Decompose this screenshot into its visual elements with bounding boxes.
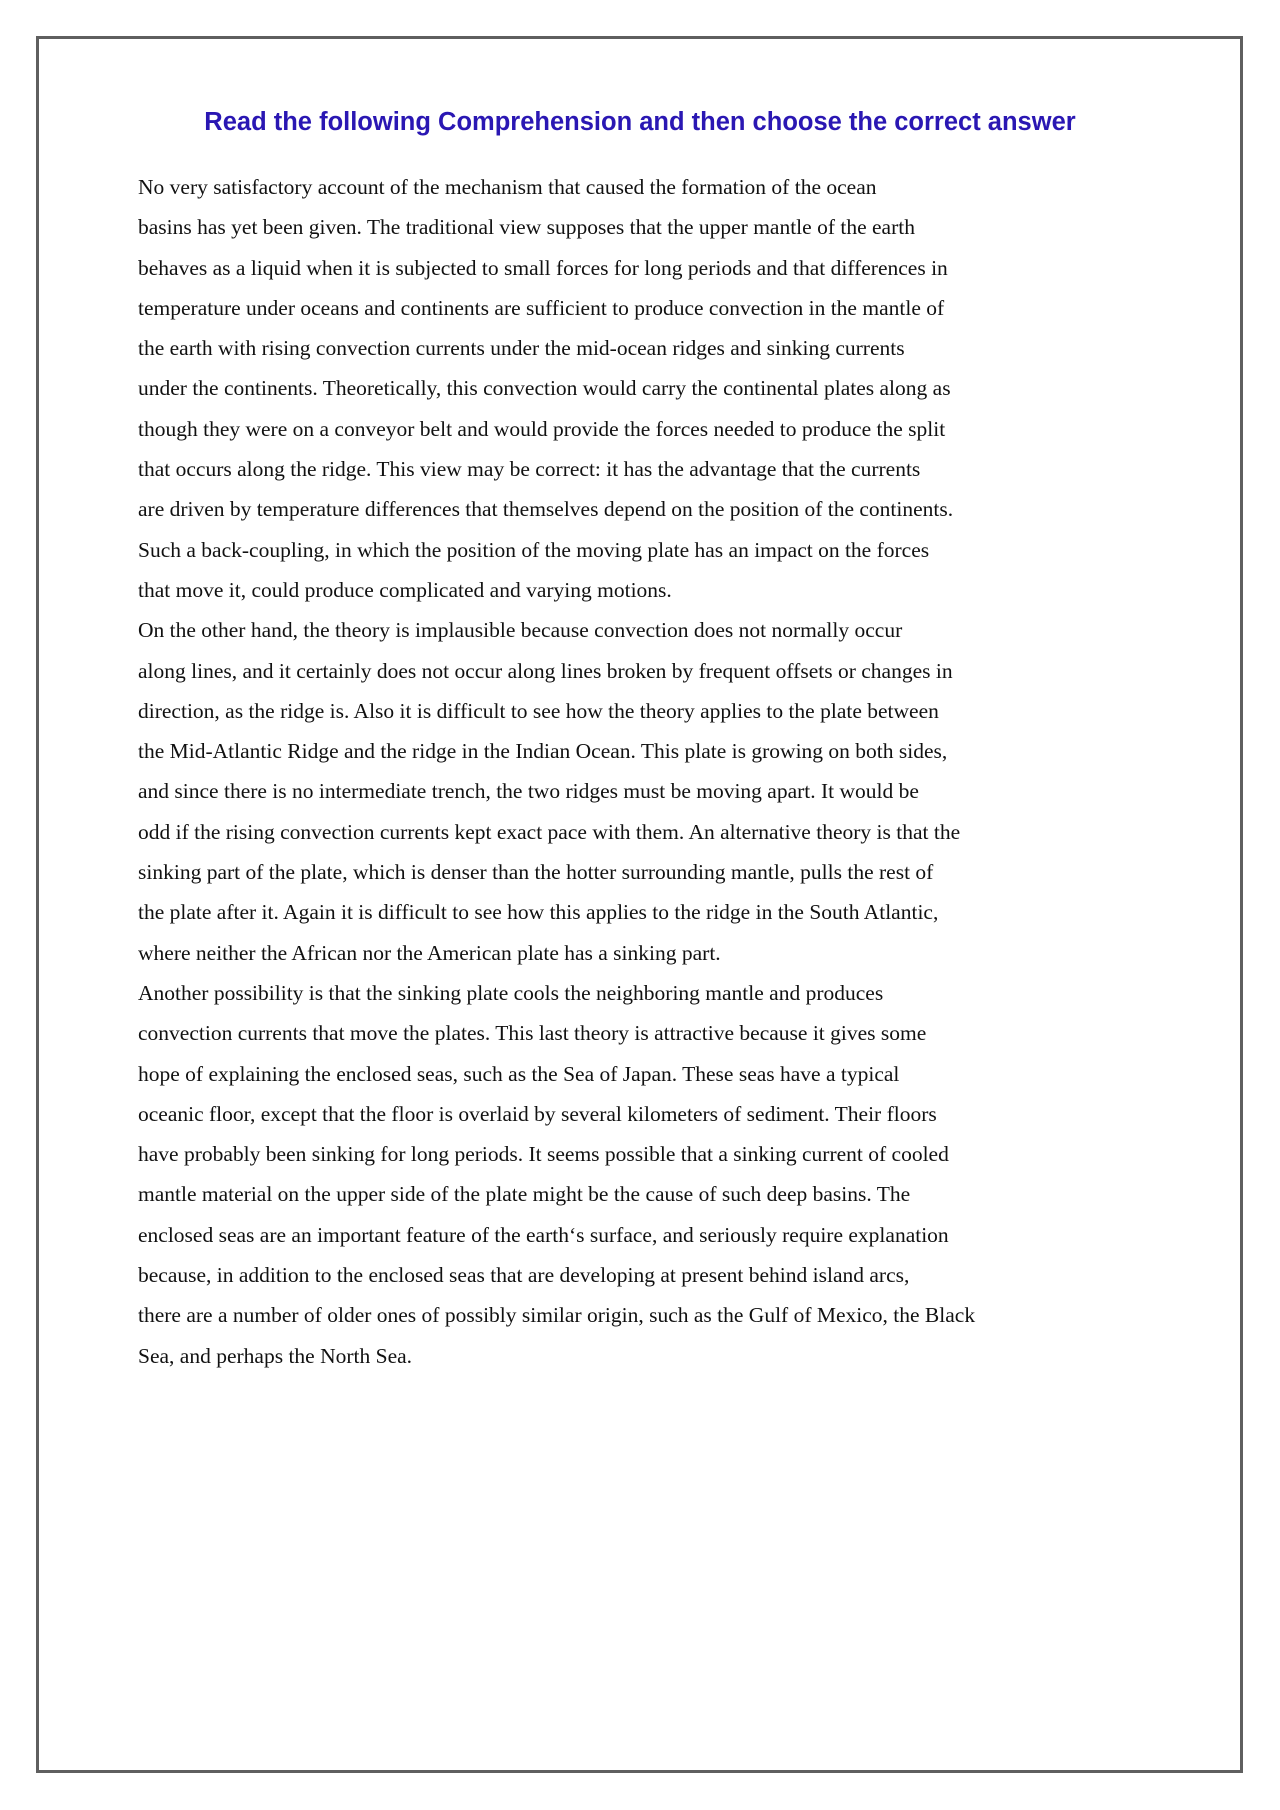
- comprehension-passage: [138, 167, 1138, 1376]
- passage-line: oceanic floor, except that the floor is overlaid by several kilometers of sediment. Their floors: [138, 1101, 937, 1126]
- passage-line: under the continents. Theoretically, this convection would carry the continental plates along as: [138, 376, 951, 401]
- passage-line: are driven by temperature differences that themselves depend on the position of the continents.: [138, 497, 954, 522]
- passage-line: direction, as the ridge is. Also it is difficult to see how the theory applies to the plate between: [138, 698, 939, 723]
- passage-line: convection currents that move the plates. This last theory is attractive because it gives some: [138, 1021, 927, 1046]
- passage-line: Sea, and perhaps the North Sea.: [138, 1343, 413, 1368]
- passage-line: that occurs along the ridge. This view may be correct: it has the advantage that the currents: [138, 457, 921, 482]
- passage-line: behaves as a liquid when it is subjected to small forces for long periods and that differences in: [138, 255, 948, 280]
- passage-line: basins has yet been given. The traditional view supposes that the upper mantle of the earth: [138, 215, 915, 240]
- passage-line: mantle material on the upper side of the plate might be the cause of such deep basins. The: [138, 1182, 911, 1207]
- passage-line: and since there is no intermediate trench, the two ridges must be moving apart. It would be: [138, 779, 919, 804]
- passage-line: there are a number of older ones of possibly similar origin, such as the Gulf of Mexico, the Black: [138, 1303, 976, 1328]
- passage-line: Another possibility is that the sinking plate cools the neighboring mantle and produces: [138, 980, 884, 1005]
- page-title: Read the following Comprehension and then choose the correct answer: [204, 108, 1076, 136]
- passage-line: Such a back-coupling, in which the position of the moving plate has an impact on the forces: [138, 537, 930, 562]
- passage-line: where neither the African nor the American plate has a sinking part.: [138, 940, 721, 965]
- passage-line: odd if the rising convection currents kept exact pace with them. An alternative theory is that the: [138, 819, 961, 844]
- passage-line: the Mid-Atlantic Ridge and the ridge in the Indian Ocean. This plate is growing on both sides,: [138, 739, 948, 764]
- passage-line: hope of explaining the enclosed seas, such as the Sea of Japan. These seas have a typical: [138, 1061, 900, 1086]
- passage-line: enclosed seas are an important feature of the earth‘s surface, and seriously require explanation: [138, 1222, 949, 1247]
- passage-line: No very satisfactory account of the mechanism that caused the formation of the ocean: [138, 175, 877, 199]
- passage-line: sinking part of the plate, which is denser than the hotter surrounding mantle, pulls the rest of: [138, 860, 934, 885]
- passage-line: On the other hand, the theory is implausible because convection does not normally occur: [138, 618, 903, 643]
- passage-line: because, in addition to the enclosed seas that are developing at present behind island arcs,: [138, 1263, 910, 1288]
- passage-line: the earth with rising convection currents under the mid-ocean ridges and sinking currents: [138, 336, 905, 361]
- passage-line: along lines, and it certainly does not occur along lines broken by frequent offsets or changes in: [138, 658, 953, 683]
- passage-line: have probably been sinking for long periods. It seems possible that a sinking current of cooled: [138, 1142, 949, 1167]
- passage-line: temperature under oceans and continents are sufficient to produce convection in the mantle of: [138, 295, 945, 320]
- passage-line: though they were on a conveyor belt and would provide the forces needed to produce the split: [138, 416, 946, 441]
- passage-line: the plate after it. Again it is difficult to see how this applies to the ridge in the South Atlantic,: [138, 900, 939, 925]
- passage-line: that move it, could produce complicated and varying motions.: [138, 577, 672, 602]
